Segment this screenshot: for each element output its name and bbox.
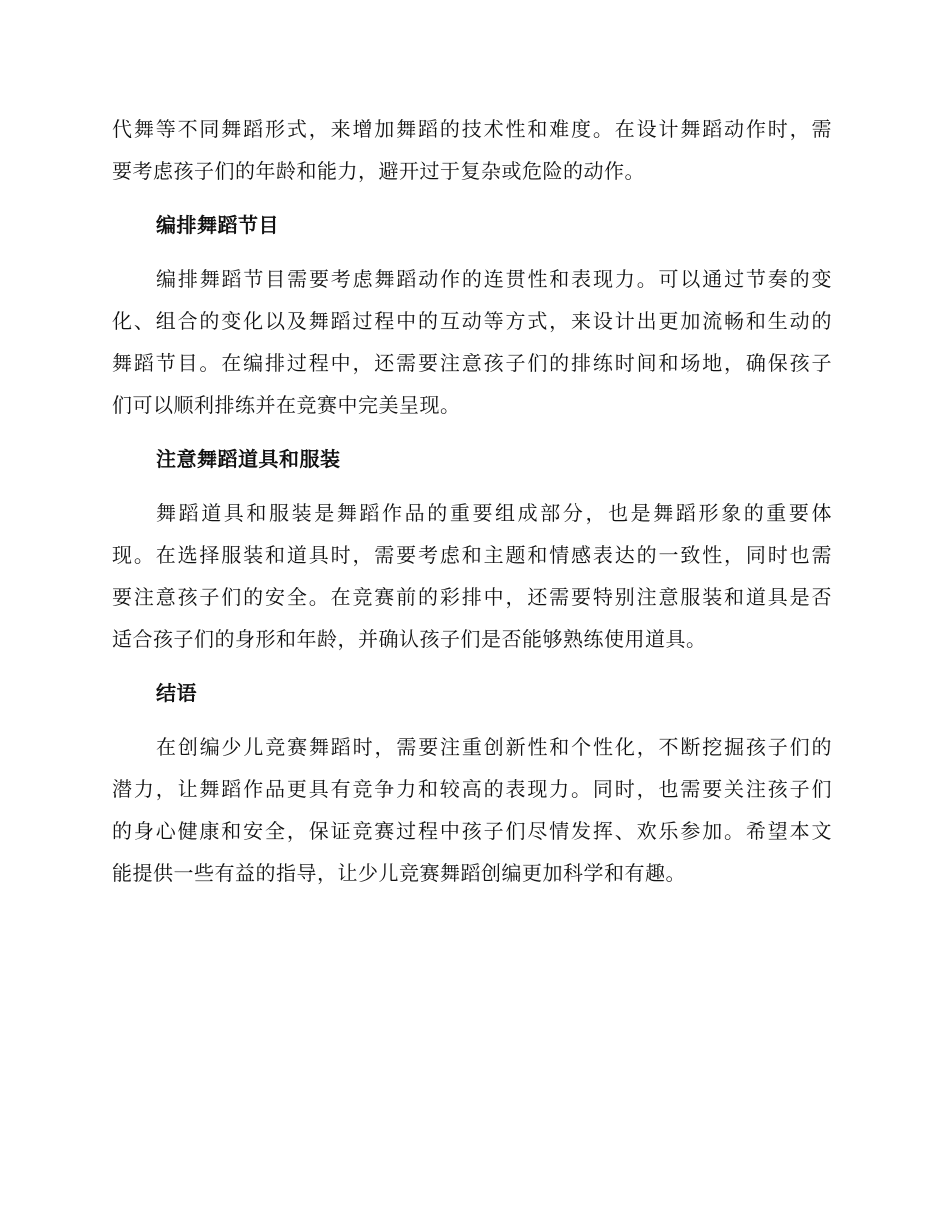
paragraph-line: 代舞等不同舞蹈形式，来增加舞蹈的技术性和难度。在设计舞蹈动作时，需	[112, 117, 832, 141]
intro-paragraph	[112, 108, 832, 192]
section-choreography	[112, 204, 832, 426]
section-heading: 结语	[156, 681, 197, 705]
section-conclusion	[112, 672, 832, 894]
paragraph-line: 化、组合的变化以及舞蹈过程中的互动等方式，来设计出更加流畅和生动的	[112, 309, 832, 333]
paragraph-line: 现。在选择服装和道具时，需要考虑和主题和情感表达的一致性，同时也需	[112, 543, 832, 567]
section-heading: 编排舞蹈节目	[156, 213, 279, 237]
paragraph-line: 能提供一些有益的指导，让少儿竞赛舞蹈创编更加科学和有趣。	[112, 861, 686, 885]
section-paragraph	[112, 492, 832, 660]
paragraph-line: 要考虑孩子们的年龄和能力，避开过于复杂或危险的动作。	[112, 159, 645, 183]
section-heading: 注意舞蹈道具和服装	[156, 447, 341, 471]
paragraph-line: 舞蹈道具和服装是舞蹈作品的重要组成部分，也是舞蹈形象的重要体	[156, 501, 832, 525]
paragraph-line: 在创编少儿竞赛舞蹈时，需要注重创新性和个性化，不断挖掘孩子们的	[156, 735, 832, 759]
paragraph-line: 的身心健康和安全，保证竞赛过程中孩子们尽情发挥、欢乐参加。希望本文	[112, 819, 832, 843]
paragraph-line: 潜力，让舞蹈作品更具有竞争力和较高的表现力。同时，也需要关注孩子们	[112, 777, 832, 801]
section-props-costumes	[112, 438, 832, 660]
paragraph-line: 们可以顺利排练并在竞赛中完美呈现。	[112, 393, 461, 417]
paragraph-line: 要注意孩子们的安全。在竞赛前的彩排中，还需要特别注意服装和道具是否	[112, 585, 832, 609]
paragraph-line: 适合孩子们的身形和年龄，并确认孩子们是否能够熟练使用道具。	[112, 627, 707, 651]
section-paragraph	[112, 258, 832, 426]
section-paragraph	[112, 726, 832, 894]
document-body	[112, 108, 832, 894]
paragraph-line: 舞蹈节目。在编排过程中，还需要注意孩子们的排练时间和场地，确保孩子	[112, 351, 832, 375]
paragraph-line: 编排舞蹈节目需要考虑舞蹈动作的连贯性和表现力。可以通过节奏的变	[156, 267, 832, 291]
